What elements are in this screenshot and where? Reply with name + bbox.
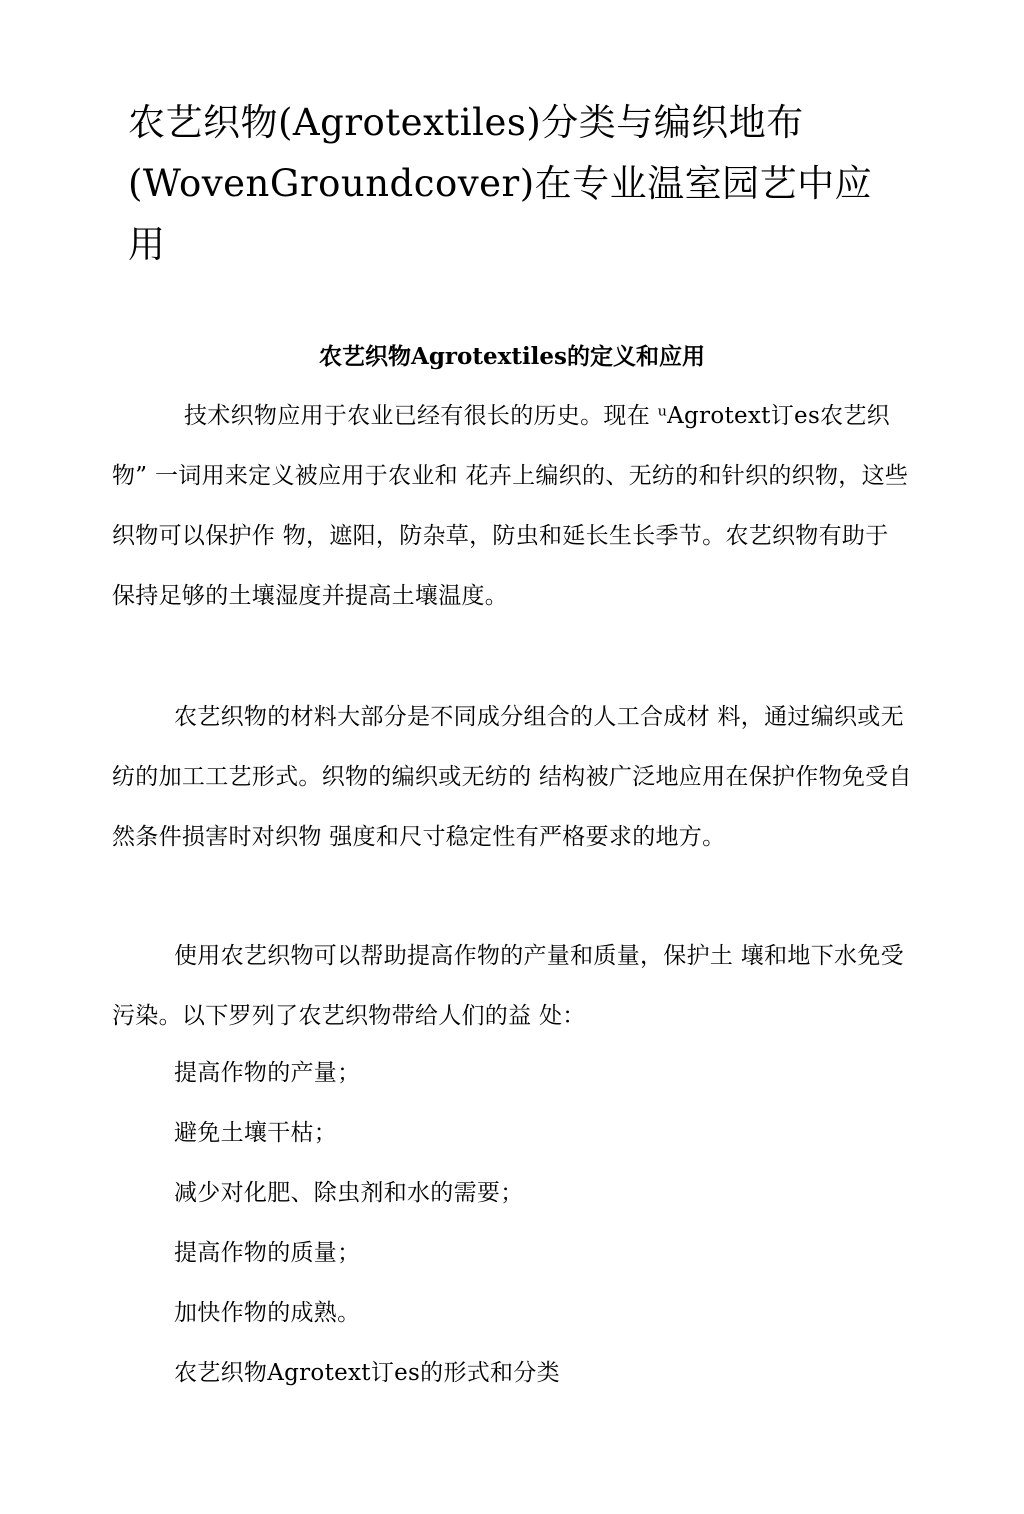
- benefit-item: 提高作物的产量；: [174, 1060, 361, 1086]
- paragraph-definition: 技术织物应用于农业已经有很长的历史。现在 ᵘAgrotext订es农艺织物” 一词用来定义被应用于农业和 花卉上编织的、无纺的和针织的织物，这些织物可以保护作 物，遮阳，防杂草，防虫和延长生长季节。农艺织物有助于 保持足够的土壤湿度并提高土壤温度。: [112, 403, 909, 609]
- benefit-item: 提高作物的质量；: [174, 1240, 361, 1266]
- paragraph-materials: 农艺织物的材料大部分是不同成分组合的人工合成材 料，通过编织或无纺的加工工艺形式。织物的编织或无纺的 结构被广泛地应用在保护作物免受自然条件损害时对织物 强度和尺寸稳定性有严格要求的地方。: [112, 704, 912, 850]
- document-title: 农艺织物(Agrotextiles)分类与编织地布(WovenGroundcover)在专业温室园艺中应用: [128, 101, 873, 266]
- benefit-item: 避免土壤干枯；: [174, 1120, 338, 1146]
- benefit-item: 减少对化肥、除虫剂和水的需要；: [174, 1180, 524, 1206]
- benefit-item: 加快作物的成熟。: [174, 1300, 361, 1326]
- section-heading: 农艺织物Agrotextiles的定义和应用: [318, 343, 706, 370]
- next-section-heading: 农艺织物Agrotext订es的形式和分类: [174, 1360, 560, 1386]
- paragraph-benefits-intro: 使用农艺织物可以帮助提高作物的产量和质量，保护土 壤和地下水免受污染。以下罗列了农艺织物带给人们的益 处：: [112, 943, 904, 1029]
